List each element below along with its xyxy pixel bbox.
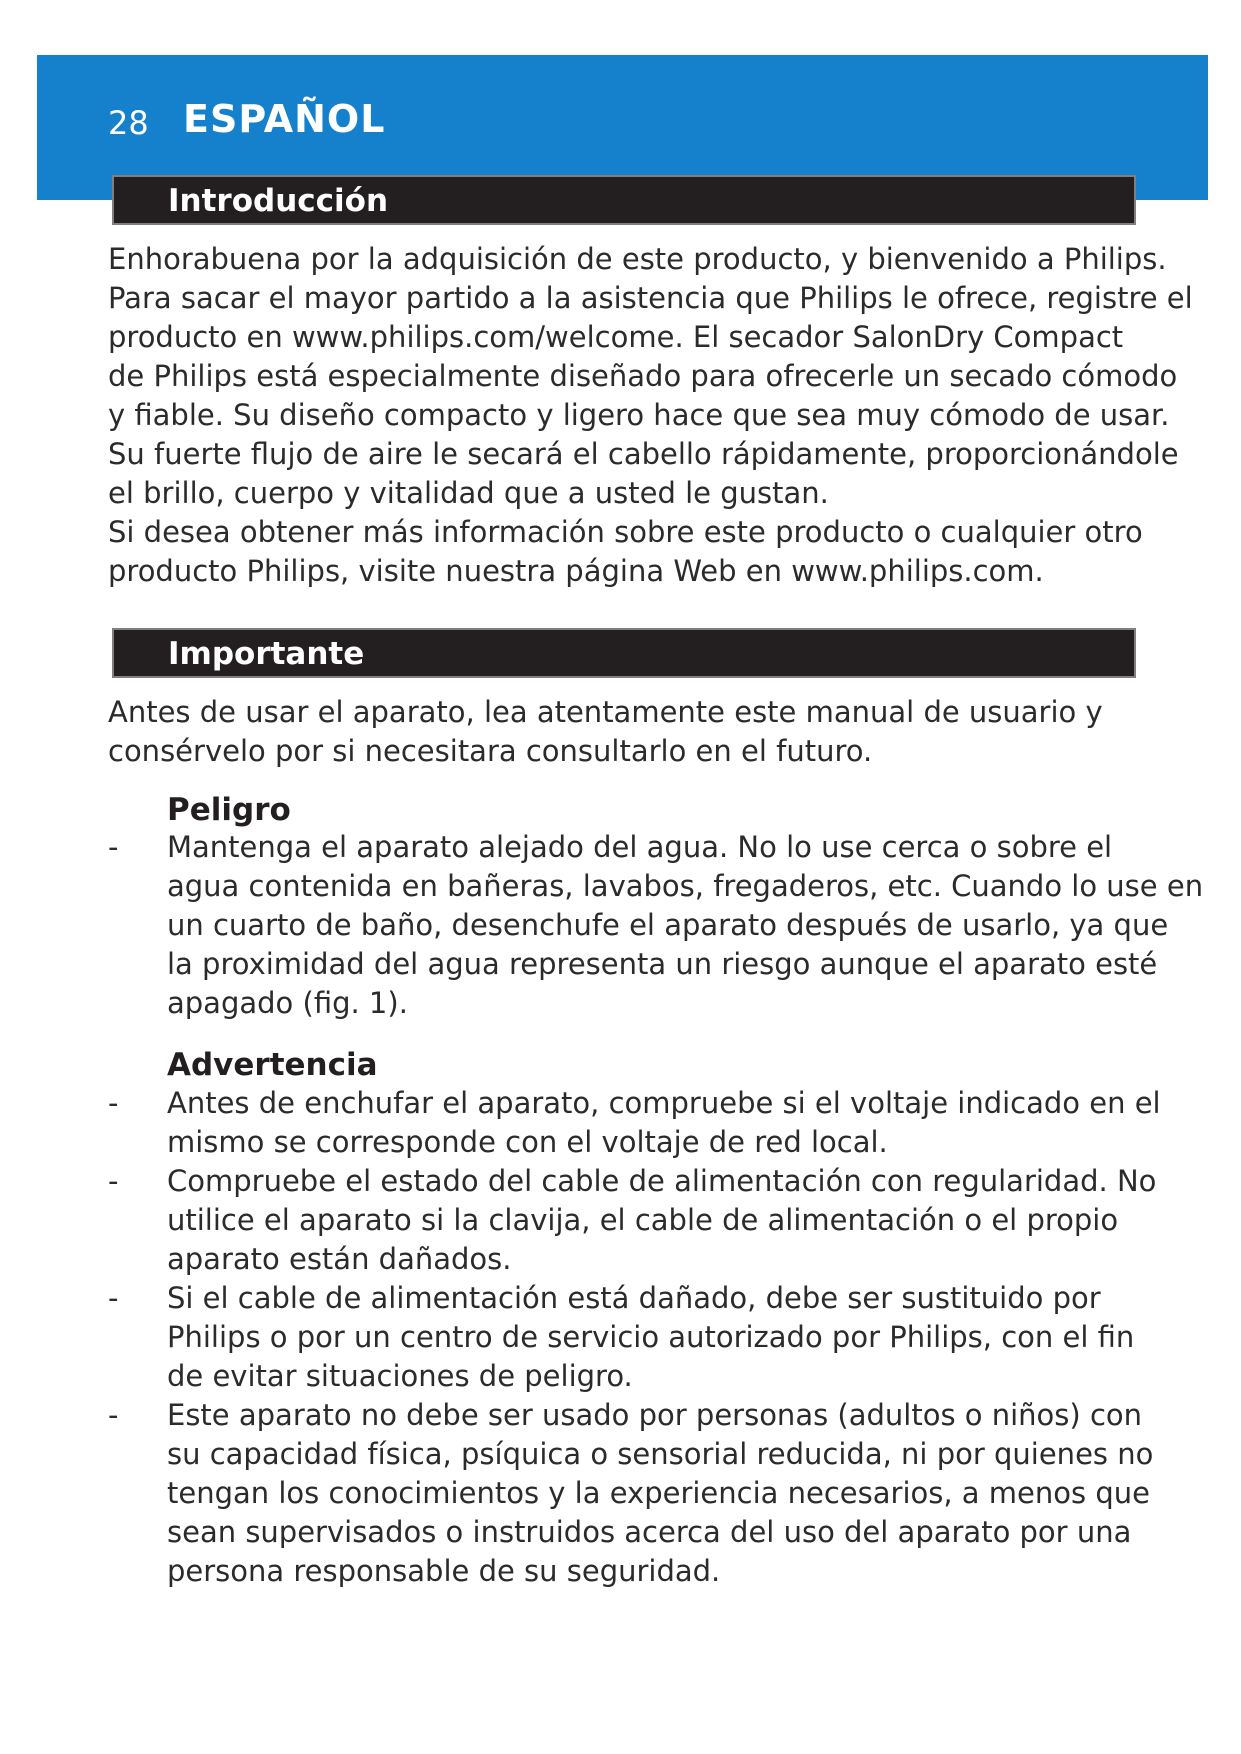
important-paragraph — [108, 693, 1103, 771]
warning-item-text — [167, 1162, 1156, 1279]
warning-item-line: su capacidad física, psíquica o sensorial reducida, ni por quienes no — [167, 1437, 1154, 1471]
intro-line: producto en www.philips.com/welcome. El secador SalonDry Compact — [108, 320, 1124, 354]
bullet-dash: - — [108, 1164, 119, 1198]
danger-item-line: agua contenida en bañeras, lavabos, fregaderos, etc. Cuando lo use en — [167, 869, 1204, 903]
danger-item-text — [167, 828, 1203, 1023]
important-line: Antes de usar el aparato, lea atentamente este manual de usuario y — [108, 695, 1103, 729]
intro-line: Enhorabuena por la adquisición de este producto, y bienvenido a Philips. — [108, 242, 1167, 276]
danger-item-line: apagado (fig. 1). — [167, 986, 408, 1020]
section-title-important: Importante — [168, 636, 365, 672]
warning-item-line: utilice el aparato si la clavija, el cable de alimentación o el propio — [167, 1203, 1119, 1237]
bullet-dash: - — [108, 830, 119, 864]
intro-line: Su fuerte flujo de aire le secará el cabello rápidamente, proporcionándole — [108, 437, 1179, 471]
warning-item-line: Antes de enchufar el aparato, compruebe si el voltaje indicado en el — [167, 1086, 1161, 1120]
warning-item-line: Si el cable de alimentación está dañado, debe ser sustituido por — [167, 1281, 1101, 1315]
page-number: 28 — [108, 104, 149, 142]
section-bar-important — [112, 628, 1136, 678]
intro-line: Si desea obtener más información sobre este producto o cualquier otro — [108, 515, 1143, 549]
intro-line: de Philips está especialmente diseñado para ofrecerle un secado cómodo — [108, 359, 1178, 393]
language-title: ESPAÑOL — [183, 97, 386, 141]
bullet-dash: - — [108, 1086, 119, 1120]
danger-item-line: Mantenga el aparato alejado del agua. No lo use cerca o sobre el — [167, 830, 1113, 864]
warning-item-text — [167, 1084, 1161, 1162]
intro-line: el brillo, cuerpo y vitalidad que a usted le gustan. — [108, 476, 829, 510]
important-line: consérvelo por si necesitara consultarlo en el futuro. — [108, 734, 873, 768]
warning-heading: Advertencia — [167, 1047, 378, 1083]
warning-item-line: persona responsable de su seguridad. — [167, 1554, 721, 1588]
intro-line: y fiable. Su diseño compacto y ligero hace que sea muy cómodo de usar. — [108, 398, 1170, 432]
bullet-dash: - — [108, 1398, 119, 1432]
warning-item-text — [167, 1396, 1153, 1591]
danger-item-line: un cuarto de baño, desenchufe el aparato después de usarlo, ya que — [167, 908, 1169, 942]
intro-paragraph — [108, 240, 1193, 591]
warning-item-line: Philips o por un centro de servicio autorizado por Philips, con el fin — [167, 1320, 1135, 1354]
warning-item-line: aparato están dañados. — [167, 1242, 512, 1276]
intro-line: Para sacar el mayor partido a la asistencia que Philips le ofrece, registre el — [108, 281, 1193, 315]
warning-item-line: mismo se corresponde con el voltaje de red local. — [167, 1125, 888, 1159]
warning-item-line: de evitar situaciones de peligro. — [167, 1359, 633, 1393]
warning-item-line: sean supervisados o instruidos acerca del uso del aparato por una — [167, 1515, 1132, 1549]
warning-item-text — [167, 1279, 1134, 1396]
danger-heading: Peligro — [167, 792, 291, 828]
bullet-dash: - — [108, 1281, 119, 1315]
section-bar-intro — [112, 175, 1136, 225]
warning-item-line: tengan los conocimientos y la experiencia necesarios, a menos que — [167, 1476, 1150, 1510]
section-title-intro: Introducción — [168, 183, 389, 219]
danger-item-line: la proximidad del agua representa un riesgo aunque el aparato esté — [167, 947, 1158, 981]
warning-item-line: Este aparato no debe ser usado por personas (adultos o niños) con — [167, 1398, 1143, 1432]
intro-line: producto Philips, visite nuestra página Web en www.philips.com. — [108, 554, 1044, 588]
warning-item-line: Compruebe el estado del cable de alimentación con regularidad. No — [167, 1164, 1157, 1198]
